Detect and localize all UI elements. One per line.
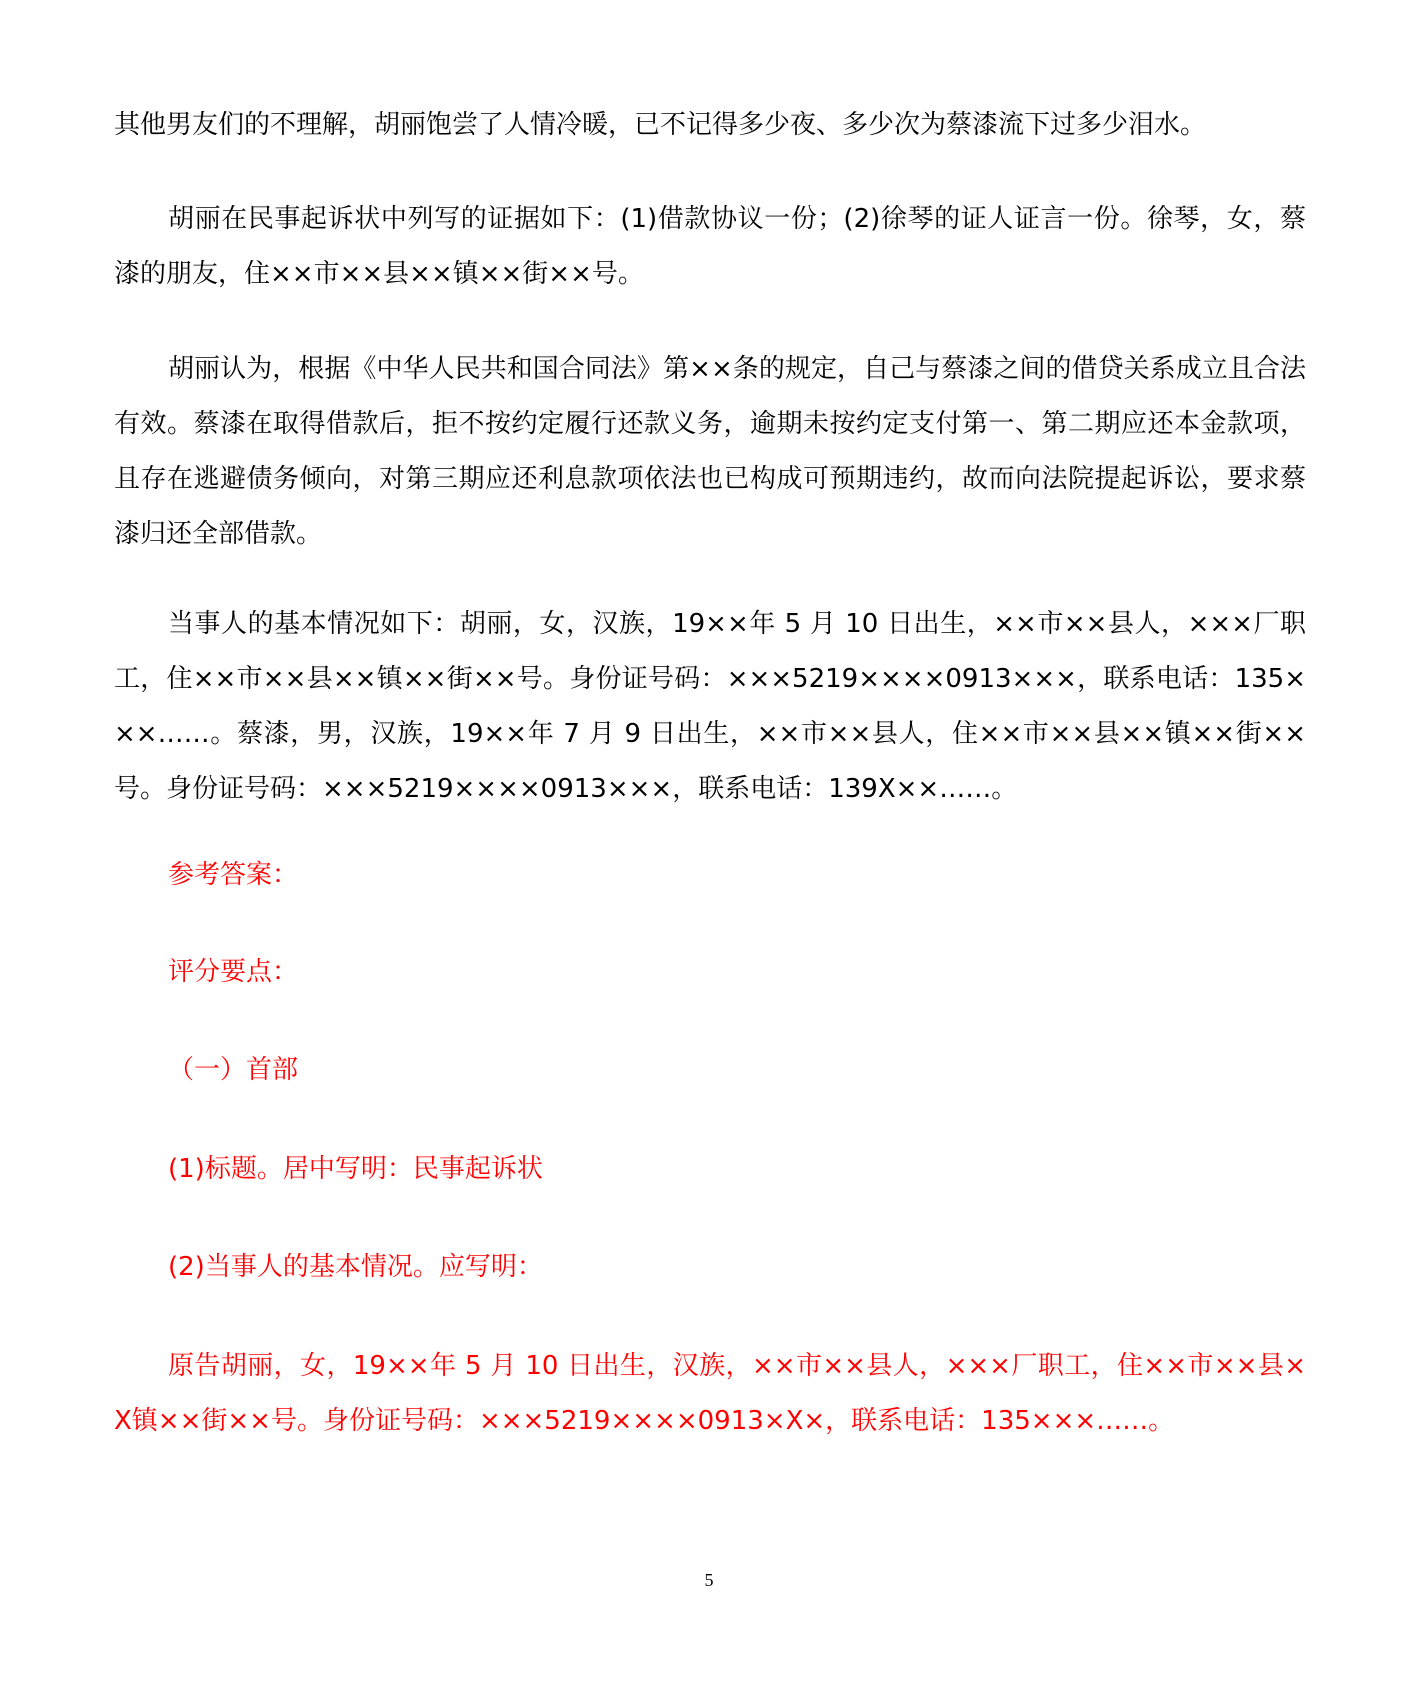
plaintiff-info: 原告胡丽，女，19××年 5 月 10 日出生，汉族，××市××县人，×××厂职工，住××市××县×X镇××街××号。身份证号码：×××5219××××0913×X×，联系电话：135×××……。 xyxy=(114,1351,1306,1436)
paragraph-continuation: 其他男友们的不理解，胡丽饱尝了人情冷暖，已不记得多少夜、多少次为蔡漆流下过多少泪水。 xyxy=(114,110,1207,140)
scoring-points-heading: 评分要点： xyxy=(168,957,299,987)
reference-answer-heading: 参考答案： xyxy=(168,860,299,890)
paragraph-parties-info: 当事人的基本情况如下：胡丽，女，汉族，19××年 5 月 10 日出生，××市××县人，×××厂职工，住××市××县××镇××街××号。身份证号码：×××5219××××0913×××，联系电话：135×××……。蔡漆，男，汉族，19××年 7 月 9 日出生，××市××县人，住××市××县××镇××街××号。身份证号码：×××5219××××0913×××，联系电话：139X××……。 xyxy=(114,609,1306,804)
scoring-item-parties: (2)当事人的基本情况。应写明： xyxy=(168,1252,543,1282)
paragraph-evidence: 胡丽在民事起诉状中列写的证据如下：(1)借款协议一份；(2)徐琴的证人证言一份。徐琴，女，蔡漆的朋友，住××市××县××镇××街××号。 xyxy=(114,204,1306,289)
page-number: 5 xyxy=(704,1570,714,1590)
scoring-item-title: (1)标题。居中写明：民事起诉状 xyxy=(168,1154,543,1184)
paragraph-legal-basis: 胡丽认为，根据《中华人民共和国合同法》第××条的规定，自己与蔡漆之间的借贷关系成立且合法有效。蔡漆在取得借款后，拒不按约定履行还款义务，逾期未按约定支付第一、第二期应还本金款项，且存在逃避债务倾向，对第三期应还利息款项依法也已构成可预期违约，故而向法院提起诉讼，要求蔡漆归还全部借款。 xyxy=(114,354,1306,549)
section-heading-header: （一）首部 xyxy=(168,1055,299,1085)
